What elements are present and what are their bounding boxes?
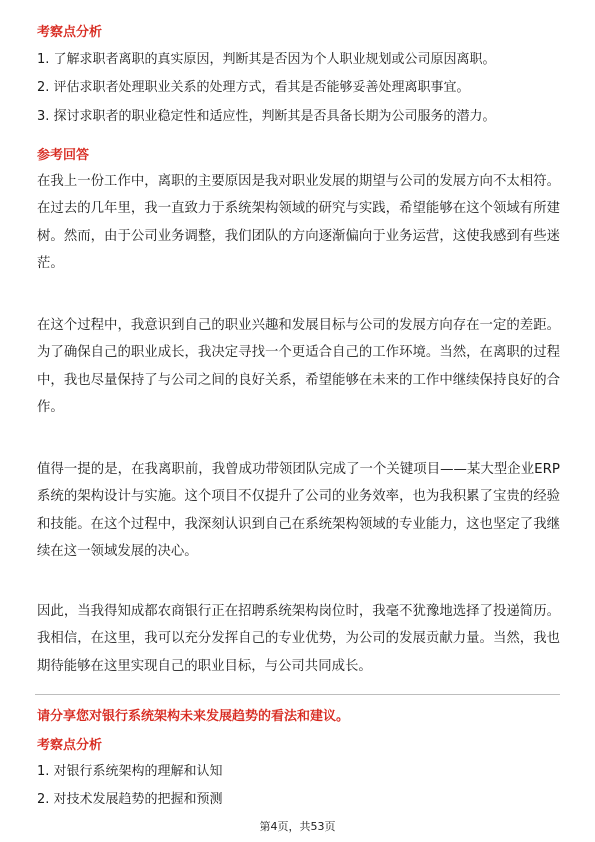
analysis-item-2-1: 1. 对银行系统架构的理解和认知 <box>37 764 223 779</box>
answer-paragraph-3: 值得一提的是，在我离职前，我曾成功带领团队完成了一个关键项目——某大型企业ERP系统的架构设计与实施。这个项目不仅提升了公司的业务效率，也为我积累了宝贵的经验和技能。在这个过程中，我深刻认识到自己在系统架构领域的专业能力，这也坚定了我继续在这一领域发展的决心。 <box>37 462 560 559</box>
section-divider <box>35 694 560 695</box>
answer-paragraph-1: 在我上一份工作中，离职的主要原因是我对职业发展的期望与公司的发展方向不太相符。在过去的几年里，我一直致力于系统架构领域的研究与实践，希望能够在这个领域有所建树。然而，由于公司业务调整，我们团队的方向逐渐偏向于业务运营，这使我感到有些迷茫。 <box>37 174 560 271</box>
analysis-item-1: 1. 了解求职者离职的真实原因，判断其是否因为个人职业规划或公司原因离职。 <box>37 52 496 67</box>
interview-question: 请分享您对银行系统架构未来发展趋势的看法和建议。 <box>37 709 350 724</box>
section-heading-answer: 参考回答 <box>37 148 90 163</box>
section-heading-analysis: 考察点分析 <box>37 25 103 40</box>
page-number: 第4页，共53页 <box>259 820 336 833</box>
analysis-item-3: 3. 探讨求职者的职业稳定性和适应性，判断其是否具备长期为公司服务的潜力。 <box>37 109 496 124</box>
analysis-item-2: 2. 评估求职者处理职业关系的处理方式，看其是否能够妥善处理离职事宜。 <box>37 80 470 95</box>
answer-paragraph-4: 因此，当我得知成都农商银行正在招聘系统架构岗位时，我毫不犹豫地选择了投递简历。我相信，在这里，我可以充分发挥自己的专业优势，为公司的发展贡献力量。当然，我也期待能够在这里实现自己的职业目标，与公司共同成长。 <box>37 604 560 674</box>
answer-paragraph-2: 在这个过程中，我意识到自己的职业兴趣和发展目标与公司的发展方向存在一定的差距。为了确保自己的职业成长，我决定寻找一个更适合自己的工作环境。当然，在离职的过程中，我也尽量保持了与公司之间的良好关系，希望能够在未来的工作中继续保持良好的合作。 <box>37 318 560 415</box>
analysis-item-2-2: 2. 对技术发展趋势的把握和预测 <box>37 792 223 807</box>
section-heading-analysis-2: 考察点分析 <box>37 738 103 753</box>
